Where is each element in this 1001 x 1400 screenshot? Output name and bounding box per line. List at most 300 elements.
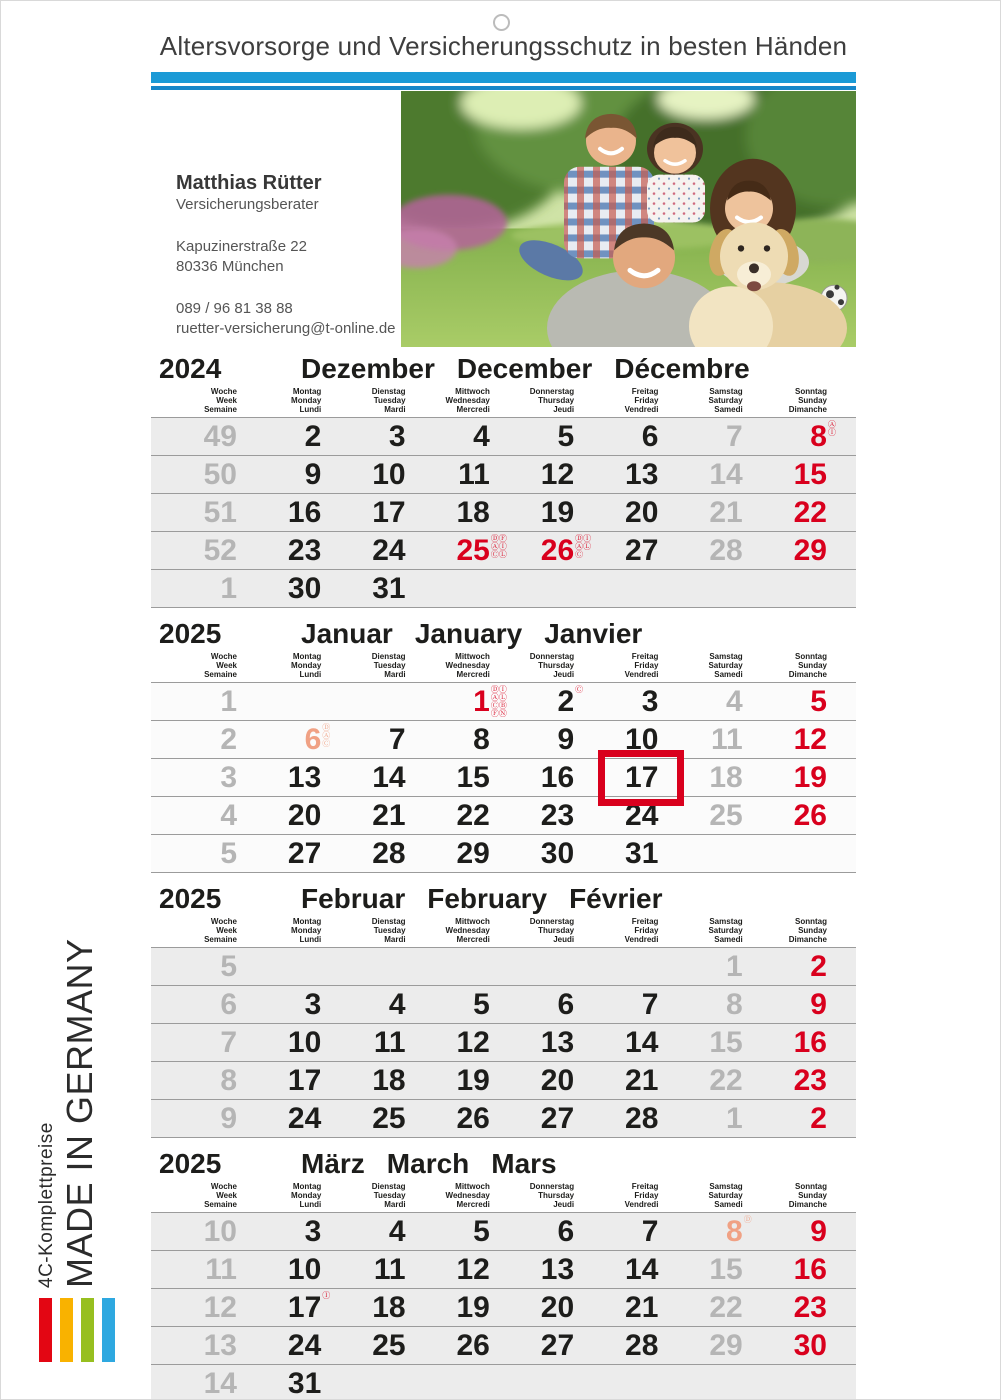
date-number: 26 (540, 534, 575, 567)
day-header-wednesday: Mittwoch Wednesday Mercredi (445, 1182, 490, 1209)
week-number: 8 (220, 1064, 237, 1097)
date-number: 2 (810, 950, 827, 983)
date-number: 10 (287, 1253, 322, 1286)
date-cell (672, 683, 756, 720)
date-cell (757, 1062, 841, 1099)
week-number: 3 (220, 761, 237, 794)
date-cell (335, 494, 419, 531)
week-row (151, 1023, 856, 1061)
week-number: 6 (220, 988, 237, 1021)
holiday-marks: Ⓓ Ⓐ Ⓒ (322, 723, 331, 748)
date-number: 15 (709, 1253, 743, 1286)
date-cell (504, 456, 588, 493)
date-cell (588, 1327, 672, 1364)
date-number: 24 (287, 1329, 322, 1362)
date-number: 13 (287, 761, 322, 794)
week-number: 49 (203, 420, 237, 453)
date-number: 9 (810, 1215, 827, 1248)
date-number: 28 (372, 837, 406, 870)
week-number: 9 (220, 1102, 237, 1135)
date-number: 19 (793, 761, 827, 794)
week-row (151, 758, 856, 796)
week-number: 52 (203, 534, 237, 567)
date-cell (504, 986, 588, 1023)
date-cell (672, 1289, 756, 1326)
date-cell (251, 1062, 335, 1099)
week-number: 7 (220, 1026, 237, 1059)
date-number: 16 (287, 496, 322, 529)
date-cell (672, 1365, 756, 1400)
date-number: 5 (473, 1215, 490, 1248)
week-row (151, 531, 856, 569)
date-number: 11 (373, 1253, 406, 1286)
date-cell (420, 948, 504, 985)
month-name: Dezember (301, 353, 435, 384)
date-number: 21 (372, 799, 406, 832)
week-number: 2 (220, 723, 237, 756)
date-cell (420, 1365, 504, 1400)
date-cell (588, 532, 672, 569)
date-number: 25 (456, 534, 490, 567)
date-number: 12 (456, 1026, 490, 1059)
month-block-januar (151, 618, 856, 873)
date-number: 3 (304, 988, 322, 1021)
date-number: 25 (709, 799, 743, 832)
date-cell (420, 835, 504, 872)
date-cell (757, 948, 841, 985)
blue-stripe-thin (151, 86, 856, 90)
date-cell (672, 721, 756, 758)
week-row (151, 1099, 856, 1137)
date-cell (588, 1100, 672, 1137)
date-cell (588, 1213, 672, 1250)
date-number: 7 (726, 420, 743, 453)
date-cell (672, 948, 756, 985)
week-row (151, 682, 856, 720)
date-cell (504, 759, 588, 796)
week-row (151, 1326, 856, 1364)
date-cell (251, 418, 335, 455)
date-cell (672, 456, 756, 493)
date-cell (251, 1100, 335, 1137)
contact-block (176, 171, 396, 339)
date-cell (672, 1024, 756, 1061)
day-header-tuesday: Dienstag Tuesday Mardi (371, 917, 406, 944)
month-name: Février (569, 883, 663, 914)
date-number: 17 (287, 1064, 322, 1097)
date-cell (588, 1251, 672, 1288)
hang-hole (493, 14, 510, 31)
date-cell (251, 797, 335, 834)
week-row (151, 1364, 856, 1400)
day-header-saturday: Samstag Saturday Samedi (708, 917, 743, 944)
date-number: 28 (625, 1102, 659, 1135)
date-number: 9 (304, 458, 322, 491)
day-header-monday: Montag Monday Lundi (291, 387, 322, 414)
date-number: 4 (388, 1215, 406, 1248)
date-cell (335, 835, 419, 872)
date-number: 14 (372, 761, 406, 794)
date-cell (588, 835, 672, 872)
branding-small-text: 4C-Komplettpreise (36, 1122, 57, 1288)
day-header-saturday: Samstag Saturday Samedi (708, 1182, 743, 1209)
month-title (301, 618, 642, 650)
weeks (151, 417, 856, 608)
date-number: 25 (372, 1102, 406, 1135)
week-number: 1 (220, 572, 237, 605)
date-cell (757, 835, 841, 872)
day-header-week: Woche Week Semaine (204, 917, 237, 944)
date-number: 10 (372, 458, 406, 491)
month-name: März (301, 1148, 365, 1179)
date-number: 12 (793, 723, 827, 756)
week-number: 14 (203, 1367, 237, 1400)
date-number: 7 (641, 1215, 659, 1248)
date-cell (672, 532, 756, 569)
day-header-tuesday: Dienstag Tuesday Mardi (371, 387, 406, 414)
date-number: 24 (287, 1102, 322, 1135)
date-cell (588, 1024, 672, 1061)
cmyk-color-bars (39, 1298, 115, 1362)
month-block-februar (151, 883, 856, 1138)
date-cell (504, 1365, 588, 1400)
date-number: 18 (372, 1291, 406, 1324)
date-number: 19 (456, 1291, 490, 1324)
date-number: 19 (456, 1064, 490, 1097)
date-number: 21 (709, 496, 743, 529)
date-cell (420, 683, 507, 720)
date-number: 15 (793, 458, 827, 491)
date-cell (420, 1100, 504, 1137)
date-cell (757, 418, 841, 455)
date-cell (251, 1327, 335, 1364)
date-number: 27 (625, 534, 659, 567)
week-row (151, 1250, 856, 1288)
contact-email: ruetter-versicherung@t-online.de (176, 320, 396, 337)
date-cell (420, 570, 504, 607)
date-cell (251, 1213, 335, 1250)
date-number: 4 (388, 988, 406, 1021)
date-number: 31 (372, 572, 406, 605)
date-number: 16 (793, 1026, 827, 1059)
date-number: 2 (557, 685, 575, 718)
date-cell (420, 456, 504, 493)
month-name: March (386, 1148, 470, 1179)
date-cell (672, 986, 756, 1023)
date-number: 27 (540, 1329, 575, 1362)
day-header-monday: Montag Monday Lundi (291, 917, 322, 944)
date-cell (588, 1062, 672, 1099)
date-cell (504, 1213, 588, 1250)
blue-stripe (151, 72, 856, 83)
date-cell (420, 1062, 504, 1099)
contact-city: 80336 München (176, 258, 284, 275)
date-number: 15 (709, 1026, 743, 1059)
date-number: 4 (473, 420, 490, 453)
date-number: 3 (641, 685, 659, 718)
holiday-marks: Ⓘ (322, 1291, 331, 1300)
date-number: 14 (709, 458, 743, 491)
week-row (151, 1212, 856, 1250)
month-name: Janvier (544, 618, 643, 649)
date-number: 26 (456, 1102, 490, 1135)
week-row (151, 1061, 856, 1099)
month-header (151, 1148, 856, 1212)
date-number: 12 (540, 458, 575, 491)
date-cell (588, 570, 672, 607)
week-number: 13 (203, 1329, 237, 1362)
date-number: 5 (557, 420, 575, 453)
date-cell (251, 456, 335, 493)
date-number: 1 (473, 685, 490, 718)
date-number: 13 (625, 458, 659, 491)
color-bar-1 (60, 1298, 73, 1362)
week-row (151, 796, 856, 834)
week-row (151, 455, 856, 493)
day-header-monday: Montag Monday Lundi (291, 652, 322, 679)
date-cell (504, 494, 588, 531)
date-cell (588, 1365, 672, 1400)
weeks (151, 682, 856, 873)
day-header-thursday: Donnerstag Thursday Jeudi (529, 1182, 575, 1209)
month-title (301, 1148, 557, 1180)
date-cell (757, 1251, 841, 1288)
date-cell (757, 683, 841, 720)
week-number: 11 (205, 1253, 237, 1286)
day-header-sunday: Sonntag Sunday Dimanche (788, 917, 827, 944)
date-number: 6 (304, 723, 322, 756)
date-number: 16 (540, 761, 575, 794)
week-number: 51 (203, 496, 237, 529)
date-cell (757, 570, 841, 607)
date-cell (672, 1100, 756, 1137)
date-number: 10 (287, 1026, 322, 1059)
day-header-thursday: Donnerstag Thursday Jeudi (529, 387, 575, 414)
color-bar-0 (39, 1298, 52, 1362)
date-cell (588, 986, 672, 1023)
date-number: 4 (726, 685, 743, 718)
date-cell (504, 570, 588, 607)
date-number: 30 (540, 837, 575, 870)
date-cell (672, 570, 756, 607)
date-number: 8 (473, 723, 490, 756)
weeks (151, 947, 856, 1138)
day-header-week: Woche Week Semaine (204, 1182, 237, 1209)
day-header-saturday: Samstag Saturday Samedi (708, 652, 743, 679)
date-number: 30 (793, 1329, 827, 1362)
day-header-row (151, 652, 841, 679)
day-header-week: Woche Week Semaine (204, 652, 237, 679)
day-header-wednesday: Mittwoch Wednesday Mercredi (445, 917, 490, 944)
date-cell (757, 759, 841, 796)
date-number: 20 (625, 496, 659, 529)
month-name: Februar (301, 883, 406, 914)
date-number: 31 (625, 837, 659, 870)
date-cell (757, 1365, 841, 1400)
date-number: 8 (726, 1215, 743, 1248)
date-number: 17 (287, 1291, 322, 1324)
date-cell (420, 721, 504, 758)
date-cell (335, 986, 419, 1023)
week-row (151, 1288, 856, 1326)
date-cell (251, 948, 335, 985)
week-number: 5 (220, 950, 237, 983)
date-cell (588, 759, 672, 796)
date-cell (757, 1024, 841, 1061)
date-cell (757, 1289, 841, 1326)
week-number: 10 (203, 1215, 237, 1248)
date-number: 15 (456, 761, 490, 794)
date-number: 2 (304, 420, 322, 453)
date-number: 27 (287, 837, 322, 870)
month-name: Mars (491, 1148, 557, 1179)
date-number: 8 (810, 420, 827, 453)
day-header-saturday: Samstag Saturday Samedi (708, 387, 743, 414)
date-cell (672, 759, 756, 796)
date-cell (757, 1327, 841, 1364)
date-cell (420, 494, 504, 531)
date-number: 25 (372, 1329, 406, 1362)
date-cell (251, 835, 335, 872)
date-number: 11 (710, 723, 743, 756)
month-title (301, 353, 750, 385)
week-row (151, 985, 856, 1023)
week-row (151, 493, 856, 531)
date-number: 1 (726, 1102, 743, 1135)
day-header-tuesday: Dienstag Tuesday Mardi (371, 1182, 406, 1209)
day-header-monday: Montag Monday Lundi (291, 1182, 322, 1209)
holiday-marks: Ⓓ Ⓐ Ⓒ Ⓕ Ⓘ Ⓛ Ⓑ Ⓝ (490, 685, 507, 718)
date-cell (420, 1289, 504, 1326)
holiday-marks: Ⓒ (575, 685, 584, 694)
date-number: 6 (557, 988, 575, 1021)
date-cell (251, 494, 335, 531)
date-number: 5 (810, 685, 827, 718)
date-number: 22 (709, 1064, 743, 1097)
day-header-wednesday: Mittwoch Wednesday Mercredi (445, 652, 490, 679)
day-header-row (151, 1182, 841, 1209)
date-cell (335, 759, 419, 796)
date-number: 18 (709, 761, 743, 794)
date-cell (335, 721, 419, 758)
day-header-friday: Freitag Friday Vendredi (624, 917, 659, 944)
date-cell (420, 1213, 504, 1250)
date-cell (251, 683, 335, 720)
date-cell (504, 797, 588, 834)
date-number: 20 (540, 1064, 575, 1097)
date-cell (757, 456, 841, 493)
holiday-marks: Ⓓ Ⓐ Ⓒ Ⓕ Ⓘ Ⓛ (490, 534, 507, 559)
year-label: 2025 (159, 883, 222, 914)
holiday-marks: Ⓐ Ⓘ (827, 420, 836, 437)
date-number: 13 (540, 1253, 575, 1286)
date-cell (335, 532, 419, 569)
date-cell (504, 948, 588, 985)
date-number: 9 (557, 723, 575, 756)
date-number: 7 (388, 723, 406, 756)
date-cell (588, 456, 672, 493)
month-name: Januar (301, 618, 393, 649)
date-number: 14 (625, 1026, 659, 1059)
date-number: 7 (641, 988, 659, 1021)
day-header-thursday: Donnerstag Thursday Jeudi (529, 917, 575, 944)
date-cell (588, 1289, 672, 1326)
week-row (151, 569, 856, 607)
month-name: January (414, 618, 523, 649)
date-cell (672, 1062, 756, 1099)
date-number: 24 (625, 799, 659, 832)
date-cell (757, 494, 841, 531)
date-cell (672, 797, 756, 834)
date-cell (588, 418, 672, 455)
week-row (151, 947, 856, 985)
date-cell (251, 532, 335, 569)
date-cell (504, 1327, 588, 1364)
date-cell (420, 759, 504, 796)
date-number: 3 (388, 420, 406, 453)
date-number: 10 (625, 723, 659, 756)
day-header-friday: Freitag Friday Vendredi (624, 387, 659, 414)
date-number: 11 (458, 458, 490, 491)
date-number: 24 (372, 534, 406, 567)
date-number: 26 (456, 1329, 490, 1362)
date-number: 21 (625, 1064, 659, 1097)
date-number: 2 (810, 1102, 827, 1135)
date-slider[interactable] (598, 750, 684, 806)
date-cell (672, 1213, 756, 1250)
day-header-tuesday: Dienstag Tuesday Mardi (371, 652, 406, 679)
holiday-marks: Ⓓ (743, 1215, 752, 1224)
week-row (151, 720, 856, 758)
date-number: 6 (641, 420, 659, 453)
date-cell (335, 948, 419, 985)
date-cell (420, 532, 507, 569)
date-cell (251, 1024, 335, 1061)
date-cell (504, 683, 588, 720)
date-number: 6 (557, 1215, 575, 1248)
date-number: 30 (287, 572, 322, 605)
date-cell (335, 570, 419, 607)
date-number: 1 (726, 950, 743, 983)
date-cell (504, 1100, 588, 1137)
date-number: 19 (540, 496, 575, 529)
day-header-row (151, 387, 841, 414)
year-label: 2025 (159, 618, 222, 649)
date-cell (335, 1365, 419, 1400)
date-cell (672, 1251, 756, 1288)
year-label: 2024 (159, 353, 222, 384)
date-cell (335, 683, 419, 720)
date-cell (251, 1251, 335, 1288)
date-cell (672, 835, 756, 872)
date-cell (335, 1327, 419, 1364)
date-cell (757, 1100, 841, 1137)
date-cell (504, 721, 588, 758)
date-number: 5 (473, 988, 490, 1021)
date-cell (504, 1062, 588, 1099)
date-cell (672, 494, 756, 531)
day-header-friday: Freitag Friday Vendredi (624, 1182, 659, 1209)
holiday-marks: Ⓓ Ⓐ Ⓒ Ⓘ Ⓛ (575, 534, 592, 559)
date-cell (588, 948, 672, 985)
date-number: 21 (625, 1291, 659, 1324)
date-cell (757, 797, 841, 834)
date-number: 16 (793, 1253, 827, 1286)
contact-street: Kapuzinerstraße 22 (176, 238, 307, 255)
date-cell (504, 1251, 588, 1288)
week-row (151, 834, 856, 872)
date-cell (757, 532, 841, 569)
